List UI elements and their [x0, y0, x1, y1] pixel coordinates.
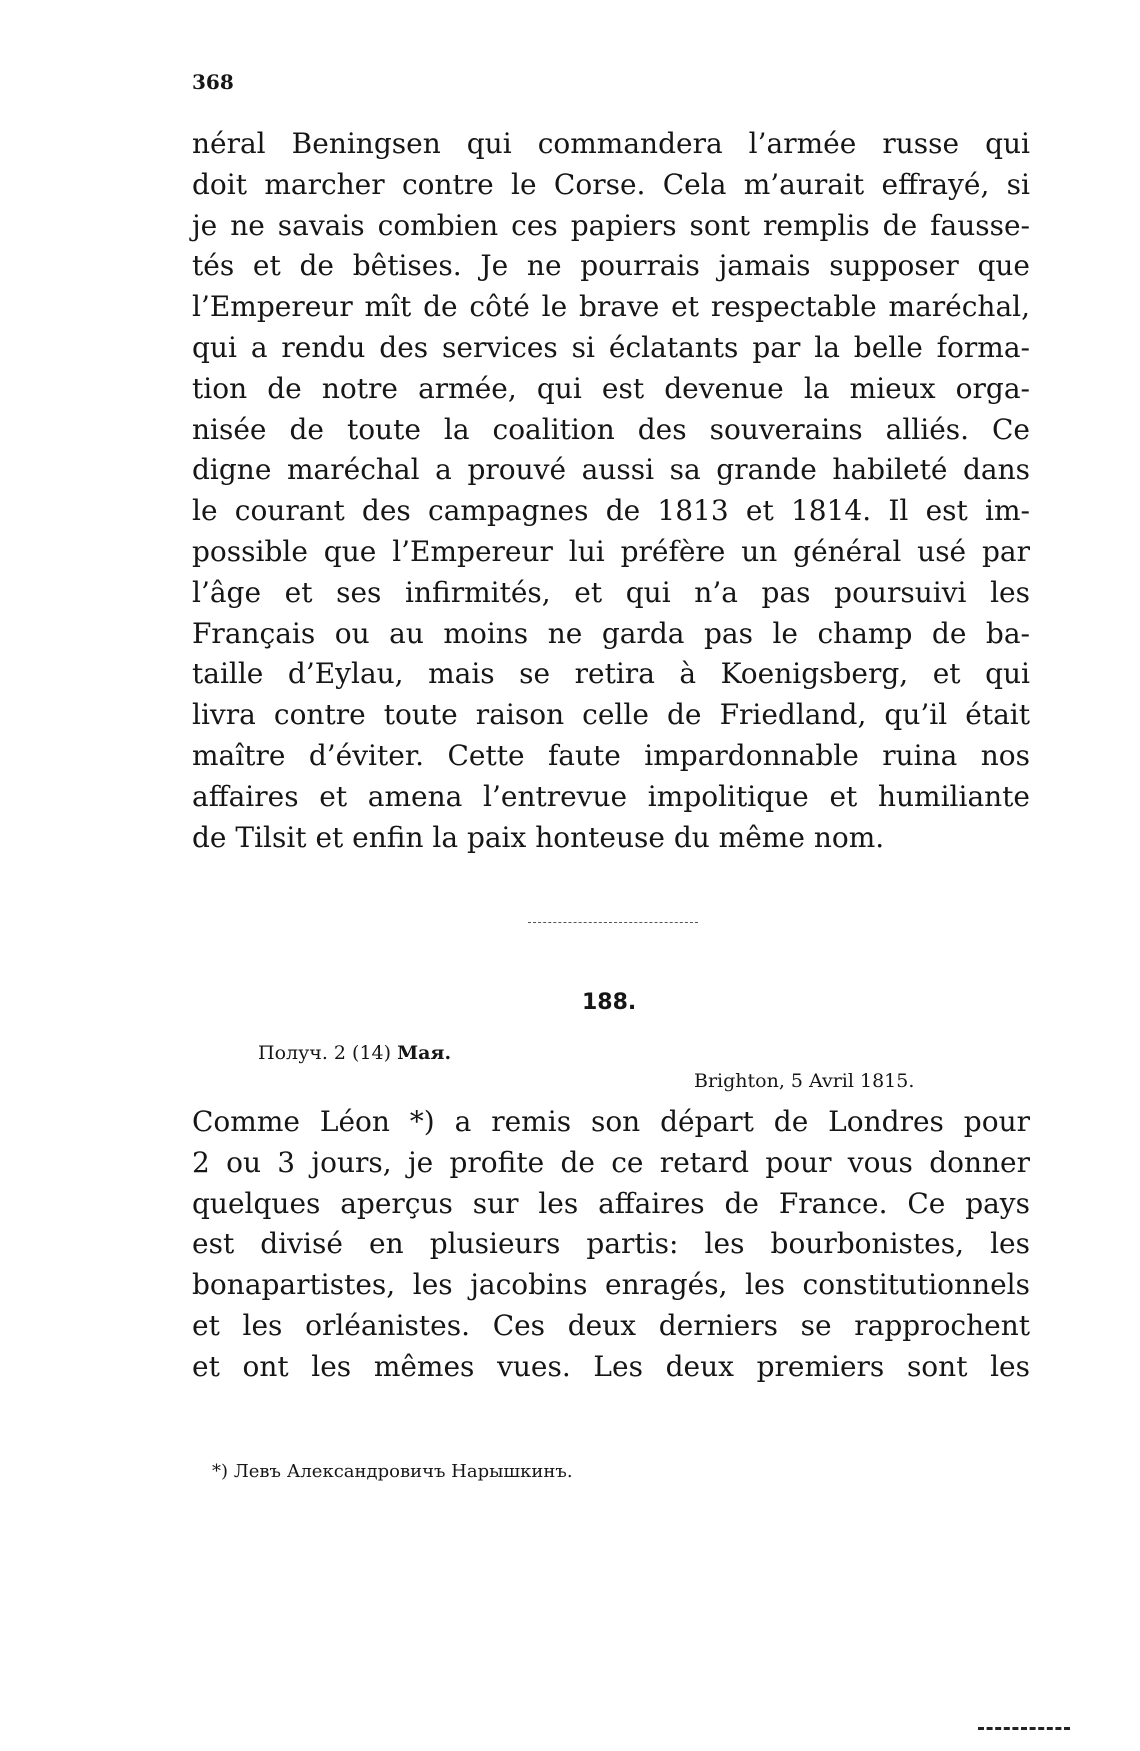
- text-line: livra contre toute raison celle de Friedland, qu’il était: [192, 698, 1030, 732]
- text-line: affaires et amena l’entrevue impolitique et humiliante: [192, 779, 1030, 813]
- received-prefix: Получ. 2 (14): [258, 1042, 392, 1064]
- text-line: quelques aperçus sur les affaires de France. Ce pays: [192, 1186, 1030, 1220]
- text-line: nisée de toute la coalition des souverains alliés. Ce: [192, 412, 1030, 446]
- text-line: Français ou au moins ne garda pas le champ de ba-: [192, 616, 1030, 650]
- text-line: et les orléanistes. Ces deux derniers se rapprochent: [192, 1308, 1030, 1342]
- text-line: possible que l’Empereur lui préfère un général usé par: [192, 534, 1030, 568]
- letter-number: 188.: [582, 990, 637, 1015]
- scan-mark: [978, 1727, 1070, 1733]
- text-line: tion de notre armée, qui est devenue la mieux orga-: [192, 371, 1030, 405]
- dateline: Brighton, 5 Avril 1815.: [694, 1070, 915, 1092]
- section-divider: [528, 922, 698, 923]
- text-line: je ne savais combien ces papiers sont remplis de fausse-: [192, 208, 1030, 242]
- text-line: Comme Léon *) a remis son départ de Londres pour: [192, 1105, 1030, 1138]
- text-line: 2 ou 3 jours, je profite de ce retard pour vous donner: [192, 1145, 1030, 1179]
- paragraph-2: [192, 1102, 1030, 1388]
- text-line: qui a rendu des services si éclatants par la belle forma-: [192, 330, 1030, 364]
- page-number: 368: [192, 70, 234, 94]
- text-line: taille d’Eylau, mais se retira à Koenigsberg, et qui: [192, 657, 1030, 691]
- text-line: tés et de bêtises. Je ne pourrais jamais supposer que: [192, 249, 1030, 283]
- text-line: doit marcher contre le Corse. Cela m’aurait effrayé, si: [192, 167, 1030, 201]
- text-line: l’âge et ses infirmités, et qui n’a pas poursuivi les: [192, 575, 1030, 609]
- text-line: le courant des campagnes de 1813 et 1814. Il est im-: [192, 494, 1030, 528]
- received-note: [258, 1042, 451, 1064]
- paragraph-1: [192, 124, 1030, 858]
- text-line: bonapartistes, les jacobins enragés, les constitutionnels: [192, 1268, 1030, 1302]
- text-line: maître d’éviter. Cette faute impardonnable ruina nos: [192, 738, 1030, 772]
- text-line: est divisé en plusieurs partis: les bourbonistes, les: [192, 1227, 1030, 1261]
- text-line: de Tilsit et enfin la paix honteuse du même nom.: [192, 820, 885, 854]
- footnote: *) Левъ Александровичъ Нарышкинъ.: [212, 1461, 573, 1482]
- text-line: et ont les mêmes vues. Les deux premiers sont les: [192, 1349, 1030, 1383]
- received-month: Мая.: [397, 1042, 452, 1064]
- text-line: digne maréchal a prouvé aussi sa grande habileté dans: [192, 453, 1030, 487]
- text-line: l’Empereur mît de côté le brave et respectable maréchal,: [192, 290, 1030, 324]
- text-line: néral Beningsen qui commandera l’armée russe qui: [192, 127, 1030, 160]
